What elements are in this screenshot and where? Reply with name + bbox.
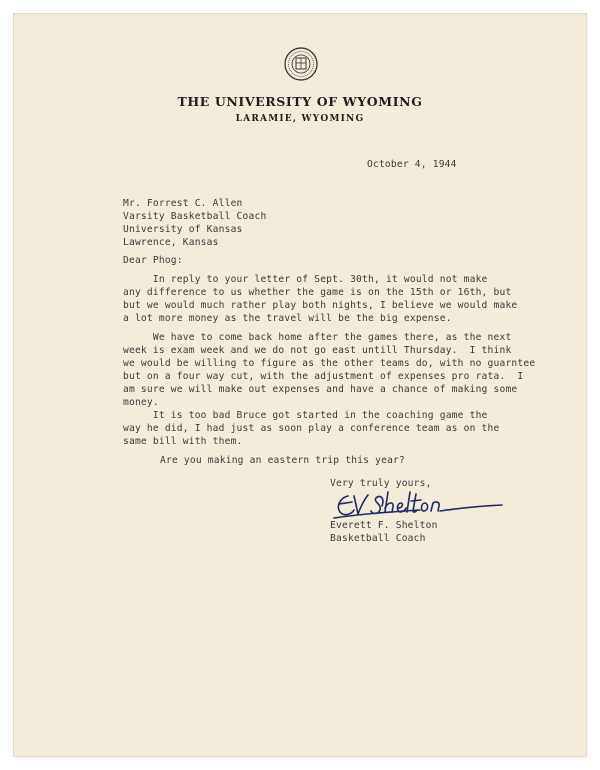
text-line: In reply to your letter of Sept. 30th, it would not make (123, 274, 488, 285)
letterhead-location: LARAMIE, WYOMING (235, 114, 365, 124)
recipient-address (123, 197, 266, 249)
recipient-title: Varsity Basketball Coach (123, 211, 267, 222)
text-line: am sure we will make out expenses and have a chance of making some (123, 384, 518, 395)
text-line: same bill with them. (123, 436, 243, 447)
signer-title: Basketball Coach (330, 533, 426, 544)
text-line: a lot more money as the travel will be the big expense. (123, 313, 452, 324)
text-line: any difference to us whether the game is on the 15th or 16th, but (123, 287, 512, 298)
letterhead-institution: THE UNIVERSITY OF WYOMING (177, 94, 423, 109)
body-paragraph (160, 454, 405, 467)
text-line: way he did, I had just as soon play a conference team as on the (123, 423, 500, 434)
university-seal-icon (284, 47, 318, 81)
closing: Very truly yours, (330, 478, 432, 489)
text-line: money. (123, 397, 159, 408)
text-line: We have to come back home after the games there, as the next (123, 332, 512, 343)
text-line: but on a four way cut, with the adjustment of expenses pro rata. I (123, 371, 524, 382)
signature-block (330, 519, 438, 545)
text-line: week is exam week and we do not go east untill Thursday. I think (123, 345, 512, 356)
recipient-organization: University of Kansas (123, 224, 243, 235)
recipient-name: Mr. Forrest C. Allen (123, 198, 243, 209)
text-line: we would be willing to figure as the other teams do, with no guarntee (123, 358, 536, 369)
body-paragraph (123, 273, 517, 325)
handwritten-signature (330, 484, 510, 524)
salutation: Dear Phog: (123, 255, 183, 266)
recipient-city: Lawrence, Kansas (123, 237, 219, 248)
signer-name: Everett F. Shelton (330, 520, 438, 531)
text-line: Are you making an eastern trip this year? (160, 455, 406, 466)
body-paragraph (123, 409, 499, 448)
text-line: but we would much rather play both nights, I believe we would make (123, 300, 518, 311)
body-paragraph (123, 331, 535, 409)
text-line: It is too bad Bruce got started in the coaching game the (123, 410, 488, 421)
letter-date: October 4, 1944 (367, 159, 457, 170)
